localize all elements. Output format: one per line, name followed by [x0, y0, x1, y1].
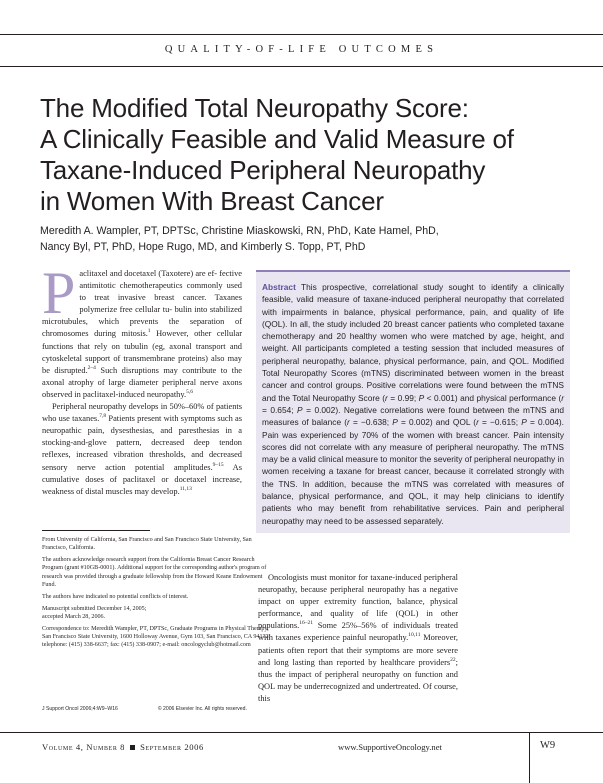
text-run: bulin into stabilized microtubules, which prevents the separation of chromosomes during mitosis.: [42, 305, 242, 339]
title-line: A Clinically Feasible and Valid Measure of: [40, 124, 514, 154]
affiliation-from: From University of California, San Francisco and San Francisco State University, San Francisco, California.: [42, 537, 252, 552]
title-line: The Modified Total Neuropathy Score:: [40, 93, 469, 123]
reference-mark: 11,13: [179, 485, 192, 492]
submitted-date: Manuscript submitted December 14, 2005;: [42, 605, 147, 612]
footer-volume: Volume 4, Number 8: [42, 742, 126, 752]
text-run: Some 25%–56% of individuals treated with taxanes experience painful neuropathy.: [258, 621, 458, 643]
reference-mark: 16–21: [299, 620, 313, 627]
text-run: Patients present with symptoms such as neuropathic pain, dysesthesias, and paresthesias in a stocking-and-glove pattern, decreased deep tendon reflexes, increased vibration thresholds, and decreased sensory nerve action potential amplitudes.: [42, 414, 243, 472]
affiliation-acknowledgment: The authors acknowledge research support from the California Breast Cancer Research Program (grant #10GB-0001). Additional support for the corresponding author's program of research was provided through a graduate fellowship from the Howard Keane Endowment Fund.: [42, 557, 267, 588]
reference-mark: 7,8: [99, 413, 107, 420]
citation-line: [42, 706, 277, 712]
abstract-text: = 0.002). Negative correlations were found between the mTNS and measures of balance (: [262, 404, 564, 428]
drop-cap: P: [42, 260, 76, 326]
body-paragraph: [42, 401, 242, 498]
text-run: ; thus the impact of peripheral neuropathy on function and QOL may be underrecognized and undertreated. Of course, this: [258, 657, 458, 703]
abstract-text: = 0.004). Pain was experienced by 70% of the women with breast cancer. Pain intensity scores did not correlate with any measure of peripheral neuropathy. The mTNS may be a valid clinical measure to monitor the severity of peripheral neuropathy in women receiving a taxane for breast cancer, because it correlated strongly with the TNS. In addition, because the mTNS was correlated with measures of balance, physical performance, and QOL, it may help clinicians to identify patients who may benefit from rehabilitative services. Pain and peripheral neuropathy may need to be assessed separately.: [262, 417, 564, 526]
footer-divider: [529, 733, 530, 783]
text-run: Moreover, patients often report that their symptoms are more severe and long lasting than reported by healthcare providers: [258, 633, 458, 667]
author-line: Meredith A. Wampler, PT, DPTSc, Christine Miaskowski, RN, PhD, Kate Hamel, PhD,: [40, 225, 439, 237]
footer-date: September 2006: [140, 742, 204, 752]
title-line: in Women With Breast Cancer: [40, 186, 384, 216]
reference-mark: 10,11: [408, 632, 421, 639]
stat-symbol: r: [561, 392, 565, 403]
header-rule-top: [0, 34, 603, 35]
stat-symbol: P: [521, 417, 527, 428]
article-title: [40, 93, 580, 217]
reference-mark: 1: [147, 328, 151, 335]
abstract-text: = 0.002) and QOL (: [397, 417, 477, 428]
body-paragraph: [42, 260, 243, 401]
abstract-text: This prospective, correlational study sought to identify a clinically feasible, valid measure of taxane-induced peripheral neuropathy that correlated with impairments in balance, physical performance, pain, and quality of life (QOL). In all, the study included 20 breast cancer patients who completed taxane chemotherapy and 20 healthy women who were matched by age, height, and weight. All participants completed a testing session that included measures of peripheral neuropathy, balance, physical performance, pain, and QOL. Modified Total Neuropathy Scores (mTNS) discriminated between women in the breast cancer and control groups. Positive correlations were found between the mTNS and the Total Neuropathy Score (: [262, 282, 564, 403]
abstract-box: [256, 270, 570, 533]
stat-symbol: P: [297, 404, 303, 415]
stat-symbol: r: [347, 417, 350, 428]
abstract-text: = 0.654;: [262, 404, 298, 415]
abstract-text: = −0.615;: [478, 417, 522, 428]
header-rule-bottom: [0, 66, 603, 67]
journal-citation: J Support Oncol 2006;4:W9–W16: [42, 706, 118, 712]
author-list: [40, 223, 580, 255]
accepted-date: accepted March 28, 2006.: [42, 613, 106, 620]
reference-mark: 5,6: [186, 389, 193, 396]
text-run: Peripheral neuropathy develops in 50%–60% of patients who use taxanes.: [42, 402, 242, 424]
affiliation-dates: [42, 605, 272, 622]
affiliation-rule: [42, 530, 150, 531]
text-run: Oncologists must monitor for taxane-induced peripheral neuropathy, because peripheral neuropathy has a negative impact on upper extremity function, balance, physical performance, and quality of life (QOL) in other populations.: [258, 573, 458, 631]
square-bullet-icon: [130, 745, 135, 750]
body-paragraph: [258, 572, 458, 705]
section-label: QUALITY-OF-LIFE OUTCOMES: [164, 44, 439, 55]
abstract-label: Abstract: [262, 282, 296, 292]
footer-url[interactable]: www.SupportiveOncology.net: [338, 742, 442, 752]
text-line: commonly used to treat invasive breast: [79, 281, 242, 303]
body-column-left: [42, 260, 243, 498]
body-column-right: [258, 572, 458, 705]
text-run: Such disruptions may contribute to the axonal atrophy of large diameter peripheral nerve axons observed in paclitaxel-induced neuropathy.: [42, 365, 242, 399]
abstract-text: = 0.99;: [387, 392, 419, 403]
affiliation-correspondence: Correspondence to: Meredith Wampler, PT, DPTSc, Graduate Programs in Physical Therapy, San Francisco State University, 1600 Holloway Avenue, Gym 103, San Francisco, CA 94132; telephone: (415) 338-6637; fax: (415) 338-0907; e-mail: oncologyclub@hotmail.com: [42, 625, 271, 649]
text-line: fective antimitotic chemotherapeutics: [79, 269, 242, 291]
abstract-text: = −0.638;: [349, 417, 393, 428]
stat-symbol: r: [476, 417, 479, 428]
page-number: W9: [540, 740, 556, 751]
abstract-text: < 0.001) and physical performance (: [424, 392, 562, 403]
affiliation-conflicts: The authors have indicated no potential conflicts of interest.: [42, 593, 189, 600]
stat-symbol: r: [385, 392, 388, 403]
reference-mark: 9–15: [212, 461, 224, 468]
affiliation-notes: [42, 536, 272, 653]
text-run: However, other cellular functions that rely on tubulin (eg, axonal transport and cytoskeletal support of transmembrane proteins) also may be disrupted.: [42, 329, 242, 375]
text-run: As cumulative doses of paclitaxel or docetaxel increase, weakness of distal muscles may develop.: [42, 462, 242, 496]
stat-symbol: P: [392, 417, 398, 428]
stat-symbol: P: [418, 392, 425, 403]
reference-mark: 2–4: [87, 364, 96, 371]
footer-volume-date: [42, 742, 204, 752]
copyright: © 2006 Elsevier Inc. All rights reserved.: [157, 706, 247, 712]
text-line: cancer. Taxanes polymerize free cellular tu-: [79, 293, 243, 315]
author-line: Nancy Byl, PT, PhD, Hope Rugo, MD, and Kimberly S. Topp, PT, PhD: [40, 241, 366, 253]
reference-mark: 22: [450, 656, 456, 663]
title-line: Taxane-Induced Peripheral Neuropathy: [40, 155, 486, 185]
footer-rule: [0, 732, 603, 733]
text-line: aclitaxel and docetaxel (Taxotere) are ef-: [79, 269, 218, 278]
